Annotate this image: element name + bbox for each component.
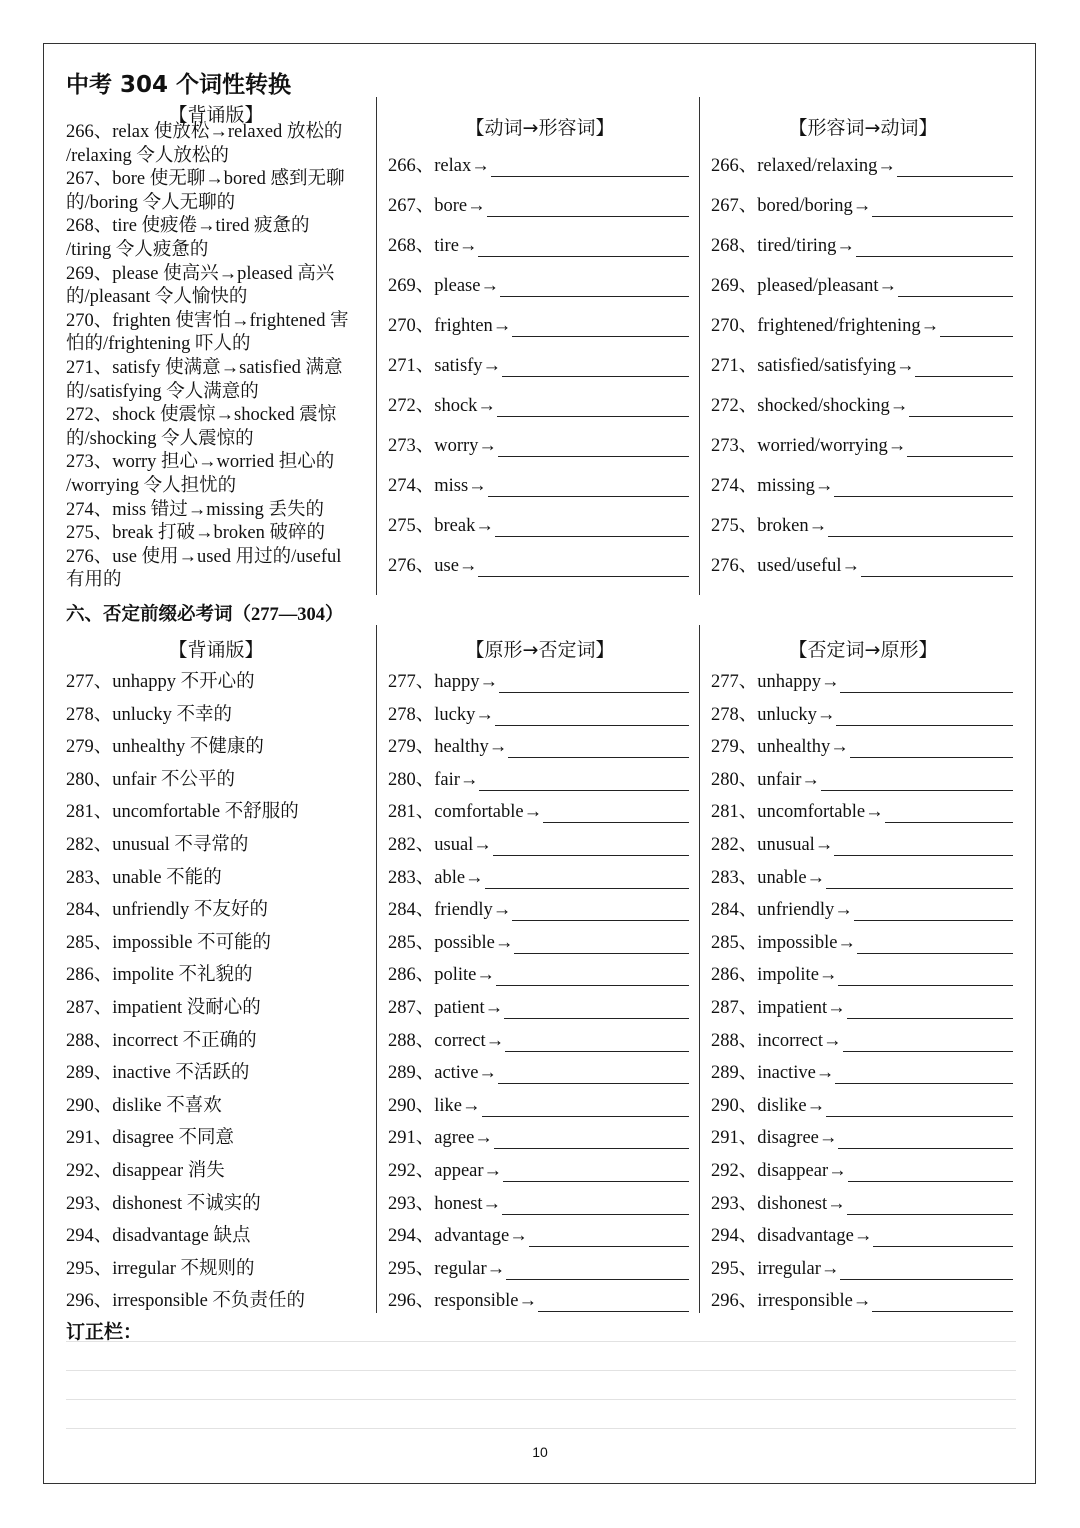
answer-blank[interactable] [494, 1132, 689, 1149]
exercise-prompt: 287、impatient→ [711, 998, 846, 1018]
exercise-row [711, 960, 1013, 986]
exercise-prompt: 285、impossible→ [711, 932, 856, 953]
recite-item: 278、unlucky 不幸的 [66, 704, 232, 725]
exercise-prompt: 271、satisfied/satisfying→ [711, 356, 915, 376]
answer-blank[interactable] [898, 280, 1013, 297]
answer-blank[interactable] [493, 839, 689, 856]
exercise-prompt: 266、relaxed/relaxing→ [711, 156, 896, 176]
exercise-row [388, 1123, 689, 1149]
exercise-row [711, 391, 1013, 417]
answer-blank[interactable] [840, 676, 1013, 693]
exercise-row [388, 993, 689, 1019]
right-header-2: 【否定词→原形】 [788, 639, 938, 661]
answer-blank[interactable] [498, 1067, 689, 1084]
answer-blank[interactable] [514, 937, 689, 954]
exercise-prompt: 269、please→ [388, 276, 499, 296]
recite-line: 的/pleasant 令人愉快的 [66, 287, 248, 308]
exercise-prompt: 282、unusual→ [711, 835, 834, 855]
exercise-row [388, 830, 689, 856]
recite-item: 277、unhappy 不开心的 [66, 672, 255, 692]
section-title [66, 600, 344, 626]
exercise-prompt: 279、healthy→ [388, 737, 508, 758]
answer-blank[interactable] [828, 520, 1013, 537]
answer-blank[interactable] [847, 1002, 1013, 1019]
answer-blank[interactable] [821, 774, 1013, 791]
page-title: 中考 304 个词性转换 [66, 72, 292, 98]
answer-blank[interactable] [488, 480, 689, 497]
recite-item: 294、disadvantage 缺点 [66, 1226, 251, 1247]
exercise-prompt: 296、irresponsible→ [711, 1291, 872, 1312]
answer-blank[interactable] [487, 200, 689, 217]
answer-blank[interactable] [838, 1132, 1013, 1149]
answer-blank[interactable] [538, 1295, 689, 1312]
exercise-row [388, 231, 689, 257]
exercise-prompt: 286、impolite→ [711, 965, 838, 986]
recite-item: 295、irregular 不规则的 [66, 1258, 255, 1279]
recite-line: 的/boring 令人无聊的 [66, 192, 236, 213]
exercise-row [711, 191, 1013, 217]
exercise-prompt: 287、patient→ [388, 998, 504, 1018]
answer-blank[interactable] [478, 240, 689, 257]
divider-left-1 [376, 97, 377, 595]
exercise-row [388, 1156, 689, 1182]
exercise-prompt: 269、pleased/pleasant→ [711, 276, 897, 296]
recite-line: 的/satisfying 令人满意的 [66, 381, 259, 402]
recite-item: 280、unfair 不公平的 [66, 769, 236, 790]
answer-blank[interactable] [836, 709, 1013, 726]
exercise-row [388, 271, 689, 297]
answer-blank[interactable] [872, 1295, 1013, 1312]
exercise-row [388, 311, 689, 337]
divider-right-1 [699, 97, 700, 595]
exercise-prompt: 276、use→ [388, 556, 478, 576]
recite-line: 272、shock 使震惊→shocked 震惊 [66, 405, 337, 426]
recite-item: 284、unfriendly 不友好的 [66, 900, 268, 921]
exercise-row [711, 1189, 1013, 1215]
exercise-prompt: 288、incorrect→ [711, 1030, 842, 1051]
answer-blank[interactable] [482, 1100, 690, 1117]
answer-blank[interactable] [909, 400, 1013, 417]
exercise-row [388, 191, 689, 217]
recite-item: 285、impossible 不可能的 [66, 932, 272, 953]
recite-header-1: 【背诵版】 [168, 104, 264, 126]
exercise-row [711, 311, 1013, 337]
recite-line: 有用的 [66, 570, 122, 591]
recite-item: 282、unusual 不寻常的 [66, 835, 249, 855]
exercise-row [711, 863, 1013, 889]
exercise-row [711, 1254, 1013, 1280]
exercise-row [711, 928, 1013, 954]
exercise-row [711, 1026, 1013, 1052]
exercise-row [388, 1058, 689, 1084]
exercise-row [388, 667, 689, 693]
answer-blank[interactable] [826, 1100, 1013, 1117]
exercise-row [388, 765, 689, 791]
answer-blank[interactable] [495, 709, 689, 726]
recite-item: 287、impatient 没耐心的 [66, 998, 261, 1018]
exercise-row [711, 151, 1013, 177]
exercise-row [388, 351, 689, 377]
answer-blank[interactable] [478, 560, 689, 577]
recite-line: 266、relax 使放松→relaxed 放松的 [66, 122, 343, 142]
recite-item: 291、disagree 不同意 [66, 1128, 235, 1149]
exercise-prompt: 275、break→ [388, 516, 494, 536]
recite-line: 270、frighten 使害怕→frightened 害 [66, 310, 349, 331]
exercise-row [711, 667, 1013, 693]
answer-blank[interactable] [834, 839, 1013, 856]
recite-line: 271、satisfy 使满意→satisfied 满意 [66, 358, 343, 378]
exercise-row [388, 863, 689, 889]
exercise-prompt: 289、inactive→ [711, 1063, 835, 1084]
recite-line: 276、use 使用→used 用过的/useful [66, 546, 342, 567]
exercise-prompt: 278、unlucky→ [711, 704, 836, 725]
recite-item: 281、uncomfortable 不舒服的 [66, 802, 299, 823]
exercise-prompt: 267、bored/boring→ [711, 196, 872, 216]
answer-blank[interactable] [499, 676, 689, 693]
exercise-row [388, 1254, 689, 1280]
answer-blank[interactable] [505, 1035, 689, 1052]
exercise-prompt: 296、responsible→ [388, 1291, 538, 1312]
answer-blank[interactable] [847, 1198, 1013, 1215]
exercise-prompt: 283、unable→ [711, 867, 826, 888]
answer-blank[interactable] [838, 969, 1013, 986]
exercise-row [711, 830, 1013, 856]
section-title-suffix: ） [325, 604, 344, 625]
exercise-row [711, 895, 1013, 921]
correction-line [66, 1399, 1016, 1400]
exercise-prompt: 266、relax→ [388, 156, 490, 176]
exercise-row [711, 551, 1013, 577]
exercise-row [711, 351, 1013, 377]
answer-blank[interactable] [843, 1035, 1014, 1052]
answer-blank[interactable] [840, 1263, 1013, 1280]
mid-header-1: 【动词→形容词】 [465, 117, 615, 139]
correction-line [66, 1341, 1016, 1342]
exercise-prompt: 273、worry→ [388, 436, 497, 456]
answer-blank[interactable] [512, 320, 689, 337]
answer-blank[interactable] [543, 806, 689, 823]
exercise-prompt: 292、disappear→ [711, 1161, 847, 1181]
recite-item: 289、inactive 不活跃的 [66, 1063, 250, 1084]
exercise-prompt: 295、irregular→ [711, 1258, 840, 1279]
correction-line [66, 1370, 1016, 1371]
recite-item: 293、dishonest 不诚实的 [66, 1193, 261, 1214]
answer-blank[interactable] [873, 1230, 1013, 1247]
exercise-prompt: 268、tired/tiring→ [711, 236, 855, 256]
exercise-prompt: 293、honest→ [388, 1193, 502, 1214]
exercise-row [388, 1286, 689, 1312]
exercise-prompt: 271、satisfy→ [388, 356, 502, 376]
recite-line: 268、tire 使疲倦→tired 疲惫的 [66, 216, 310, 237]
exercise-prompt: 270、frightened/frightening→ [711, 316, 940, 336]
exercise-prompt: 294、advantage→ [388, 1226, 528, 1247]
answer-blank[interactable] [504, 1002, 689, 1019]
answer-blank[interactable] [485, 872, 689, 889]
recite-item: 292、disappear 消失 [66, 1161, 225, 1181]
exercise-prompt: 283、able→ [388, 867, 484, 888]
recite-line: 267、bore 使无聊→bored 感到无聊 [66, 169, 345, 190]
answer-blank[interactable] [508, 741, 689, 758]
answer-blank[interactable] [915, 360, 1013, 377]
exercise-row [388, 391, 689, 417]
recite-line: /worrying 令人担忧的 [66, 476, 237, 496]
exercise-prompt: 288、correct→ [388, 1030, 505, 1051]
exercise-prompt: 274、miss→ [388, 476, 487, 496]
exercise-row [711, 511, 1013, 537]
answer-blank[interactable] [885, 806, 1013, 823]
right-header-1: 【形容词→动词】 [788, 117, 938, 139]
answer-blank[interactable] [940, 320, 1013, 337]
exercise-row [711, 1091, 1013, 1117]
exercise-row [711, 1058, 1013, 1084]
exercise-prompt: 268、tire→ [388, 236, 478, 256]
answer-blank[interactable] [856, 240, 1013, 257]
exercise-prompt: 293、dishonest→ [711, 1193, 846, 1214]
exercise-prompt: 276、used/useful→ [711, 556, 861, 576]
exercise-row [388, 732, 689, 758]
exercise-row [388, 960, 689, 986]
correction-label: 订正栏： [66, 1321, 143, 1343]
answer-blank[interactable] [479, 774, 689, 791]
exercise-row [711, 700, 1013, 726]
exercise-row [388, 895, 689, 921]
exercise-row [388, 1091, 689, 1117]
exercise-prompt: 277、unhappy→ [711, 672, 840, 692]
exercise-prompt: 295、regular→ [388, 1258, 506, 1279]
answer-blank[interactable] [502, 360, 689, 377]
recite-item: 290、dislike 不喜欢 [66, 1095, 222, 1116]
answer-blank[interactable] [850, 741, 1013, 758]
recite-line: 273、worry 担心→worried 担心的 [66, 452, 335, 473]
exercise-prompt: 275、broken→ [711, 516, 828, 536]
correction-line [66, 1428, 1016, 1429]
exercise-row [711, 732, 1013, 758]
exercise-prompt: 290、like→ [388, 1095, 481, 1116]
exercise-prompt: 278、lucky→ [388, 704, 494, 725]
exercise-prompt: 286、polite→ [388, 965, 495, 986]
recite-line: /relaxing 令人放松的 [66, 145, 229, 166]
exercise-prompt: 277、happy→ [388, 672, 498, 692]
exercise-prompt: 273、worried/worrying→ [711, 436, 907, 456]
recite-item: 296、irresponsible 不负责任的 [66, 1291, 305, 1312]
exercise-prompt: 284、unfriendly→ [711, 900, 853, 921]
section-title-prefix: 六、否定前缀必考词（ [66, 604, 252, 625]
exercise-prompt: 291、disagree→ [711, 1128, 838, 1149]
answer-blank[interactable] [500, 280, 689, 297]
answer-blank[interactable] [503, 1165, 689, 1182]
answer-blank[interactable] [495, 520, 689, 537]
answer-blank[interactable] [826, 872, 1013, 889]
answer-blank[interactable] [897, 160, 1013, 177]
answer-blank[interactable] [497, 400, 689, 417]
answer-blank[interactable] [496, 969, 689, 986]
exercise-prompt: 267、bore→ [388, 196, 486, 216]
exercise-row [711, 431, 1013, 457]
exercise-row [388, 797, 689, 823]
answer-blank[interactable] [861, 560, 1013, 577]
answer-blank[interactable] [848, 1165, 1013, 1182]
answer-blank[interactable] [857, 937, 1013, 954]
recite-line: 怕的/frightening 吓人的 [66, 334, 251, 355]
exercise-row [388, 151, 689, 177]
exercise-prompt: 290、dislike→ [711, 1095, 826, 1116]
divider-right-2 [699, 625, 700, 1313]
exercise-row [388, 471, 689, 497]
exercise-row [711, 765, 1013, 791]
answer-blank[interactable] [491, 160, 689, 177]
answer-blank[interactable] [529, 1230, 689, 1247]
exercise-prompt: 274、missing→ [711, 476, 834, 496]
recite-line: /tiring 令人疲惫的 [66, 240, 209, 260]
recite-header-2: 【背诵版】 [168, 639, 264, 661]
exercise-row [388, 928, 689, 954]
recite-item: 288、incorrect 不正确的 [66, 1030, 257, 1051]
answer-blank[interactable] [506, 1263, 689, 1280]
exercise-row [711, 1286, 1013, 1312]
exercise-row [388, 431, 689, 457]
answer-blank[interactable] [498, 440, 689, 457]
page-number: 10 [532, 1444, 548, 1460]
exercise-prompt: 292、appear→ [388, 1161, 503, 1181]
exercise-row [388, 700, 689, 726]
exercise-prompt: 272、shock→ [388, 396, 496, 416]
exercise-row [388, 1189, 689, 1215]
exercise-row [711, 1156, 1013, 1182]
exercise-row [711, 1221, 1013, 1247]
recite-line: 的/shocking 令人震惊的 [66, 428, 254, 449]
exercise-prompt: 272、shocked/shocking→ [711, 396, 909, 416]
recite-item: 286、impolite 不礼貌的 [66, 965, 253, 986]
exercise-row [711, 231, 1013, 257]
answer-blank[interactable] [502, 1198, 689, 1215]
answer-blank[interactable] [907, 440, 1013, 457]
exercise-row [711, 471, 1013, 497]
exercise-prompt: 281、comfortable→ [388, 802, 543, 823]
answer-blank[interactable] [512, 904, 689, 921]
exercise-prompt: 284、friendly→ [388, 900, 512, 921]
mid-header-2: 【原形→否定词】 [465, 639, 615, 661]
exercise-prompt: 282、usual→ [388, 835, 492, 855]
exercise-prompt: 289、active→ [388, 1063, 497, 1084]
exercise-row [388, 1026, 689, 1052]
exercise-row [711, 271, 1013, 297]
answer-blank[interactable] [835, 1067, 1013, 1084]
exercise-row [388, 511, 689, 537]
recite-line: 275、break 打破→broken 破碎的 [66, 523, 325, 544]
recite-item: 283、unable 不能的 [66, 867, 222, 888]
exercise-prompt: 294、disadvantage→ [711, 1226, 873, 1247]
section-title-range: 277—304 [251, 605, 326, 625]
answer-blank[interactable] [872, 200, 1013, 217]
exercise-prompt: 291、agree→ [388, 1128, 493, 1149]
answer-blank[interactable] [854, 904, 1013, 921]
exercise-prompt: 281、uncomfortable→ [711, 802, 884, 823]
exercise-prompt: 279、unhealthy→ [711, 737, 849, 758]
recite-line: 274、miss 错过→missing 丢失的 [66, 499, 324, 520]
recite-item: 279、unhealthy 不健康的 [66, 737, 264, 758]
exercise-row [388, 1221, 689, 1247]
exercise-prompt: 285、possible→ [388, 932, 514, 953]
exercise-prompt: 280、unfair→ [711, 769, 820, 790]
exercise-row [711, 1123, 1013, 1149]
exercise-prompt: 270、frighten→ [388, 316, 512, 336]
exercise-row [711, 993, 1013, 1019]
answer-blank[interactable] [834, 480, 1013, 497]
exercise-row [711, 797, 1013, 823]
exercise-prompt: 280、fair→ [388, 769, 479, 790]
divider-left-2 [376, 625, 377, 1313]
recite-line: 269、please 使高兴→pleased 高兴 [66, 263, 335, 284]
exercise-row [388, 551, 689, 577]
